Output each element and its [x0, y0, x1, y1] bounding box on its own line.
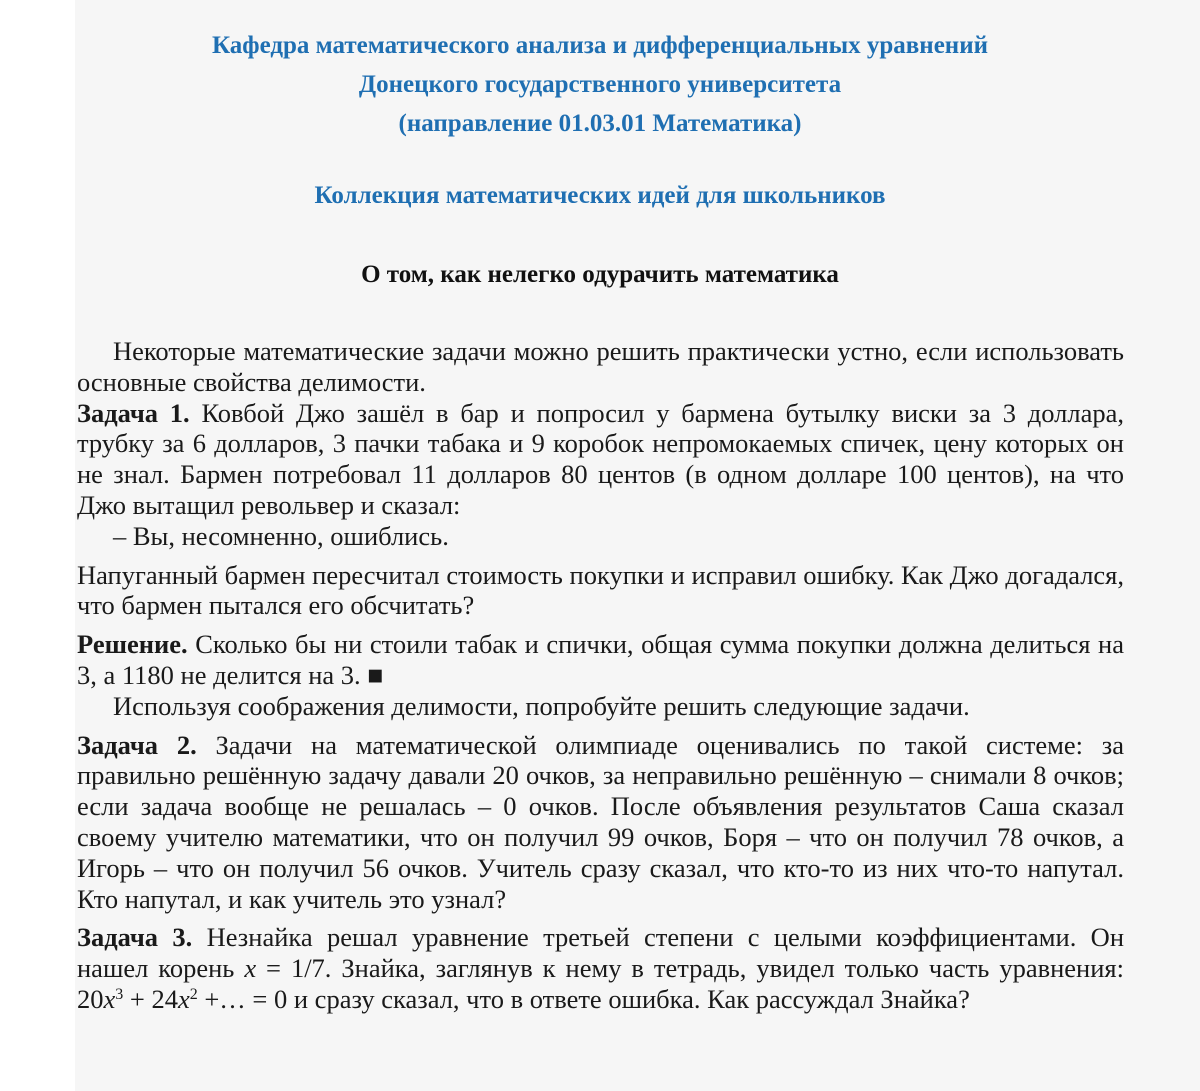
document-page [75, 0, 1200, 1091]
task-3-paragraph [77, 922, 1124, 1014]
task-1-quote: – Вы, несомненно, ошиблись. [113, 520, 449, 551]
task-2-text: Задачи на математической олимпиаде оценивались по такой системе: за правильно решённую задачу давали 20 очков, за неправильно решённую – снимали 8 очков; если задача вообще не решалась – 0 очков. После объявления результатов Саша сказал своему учителю математики, что он получил 99 очков, Боря – что он получил 78 очков, а Игорь – что он получил 56 очков. Учитель сразу сказал, что кто-то из них что-то напутал. Кто напутал, и как учитель это узнал? [77, 729, 1125, 914]
task-2-label: Задача 2. [77, 729, 197, 760]
task-1-label: Задача 1. [77, 397, 190, 428]
article-body [77, 336, 1124, 1015]
header-line-1: Кафедра математического анализа и дифференциальных уравнений [211, 32, 988, 59]
solution-1-label: Решение. [77, 629, 188, 660]
variable-x: x [244, 953, 257, 984]
header-line-2: Донецкого государственного университета [358, 71, 842, 98]
left-margin [0, 0, 75, 1091]
solution-1-paragraph [77, 629, 1124, 691]
collection-title: Коллекция математических идей для школьников [314, 182, 886, 209]
task-3-text-a: Незнайка решал уравнение третьей степени с целыми коэффициентами. Он нашел корень [77, 922, 1124, 984]
task-1-text: Ковбой Джо зашёл в бар и попросил у бармена бутылку виски за 3 доллара, трубку за 6 долларов, 3 пачки табака и 9 коробок непромокаемых спичек, цену которых он не знал. Бармен потребовал 11 долларов 80 центов (в одном долларе 100 центов), на что Джо вытащил револьвер и сказал: [77, 397, 1124, 520]
header-line-3: (направление 01.03.01 Математика) [398, 110, 802, 137]
task-3-label: Задача 3. [77, 922, 193, 953]
task-1-question: Напуганный бармен пересчитал стоимость покупки и исправил ошибку. Как Джо догадался, что бармен пытался его обсчитать? [77, 559, 1124, 621]
task-3-text-d: +… = 0 и сразу сказал, что в ответе ошибка. Как рассуждал Знайка? [197, 983, 970, 1014]
intro-paragraph: Некоторые математические задачи можно решить практически устно, если использовать основные свойства делимости. [77, 336, 1124, 397]
exponent-2: 2 [189, 985, 198, 1003]
task-3-text-c: + 24 [123, 983, 178, 1014]
task-3-text-b: = 1/7. Знайка, заглянув к нему в тетрадь, увидел только часть уравнения: 20 [77, 953, 1124, 1014]
task-2-paragraph [77, 730, 1124, 915]
exponent-3: 3 [115, 985, 124, 1003]
article-title: О том, как нелегко одурачить математика [361, 261, 839, 288]
solution-1-text: Сколько бы ни стоили табак и спички, общая сумма покупки должна делиться на 3, а 1180 не делится на 3. ■ [77, 629, 1124, 690]
variable-x-squared: x [177, 983, 190, 1014]
department-header [75, 26, 1125, 143]
variable-x-cubed: x [103, 983, 116, 1014]
task-1-paragraph [77, 398, 1124, 521]
transition-paragraph: Используя соображения делимости, попробуйте решить следующие задачи. [113, 690, 970, 721]
